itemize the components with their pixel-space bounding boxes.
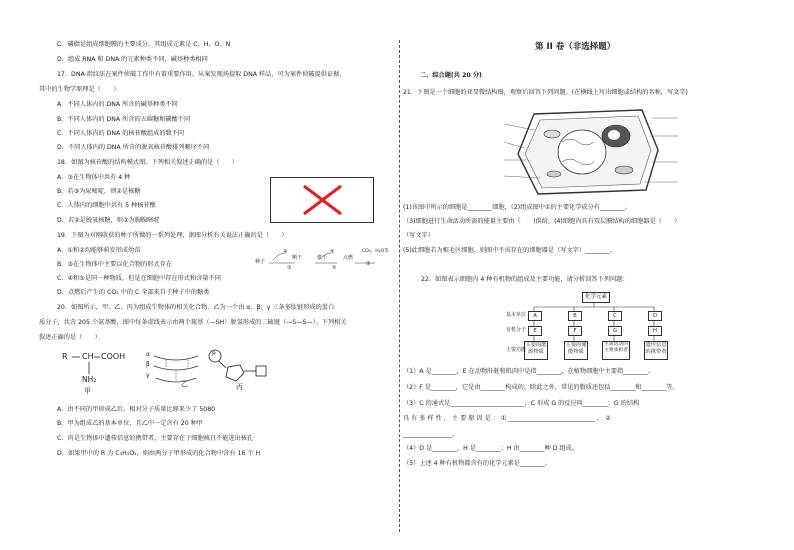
q18-stem: 18．如图为核苷酸的结构模式图。下列相关叙述正确的是（ ）: [57, 159, 239, 166]
q21-part-1-2: (1)该图中所示的细胞是________细胞，（2)组成图中①的主要化学成分有________。: [403, 204, 631, 211]
q20-stem-cont2: 叙述正确的是（ ）: [39, 334, 101, 341]
beta-label: β: [146, 361, 150, 368]
circled-3: ③: [366, 261, 371, 267]
gas-products-label: CO₂、H₂O等: [362, 249, 389, 254]
q22-part-3-blank: ________________。: [403, 431, 459, 438]
column-divider: [399, 40, 400, 532]
q22-part-1: （1）A 是________，E 在动物肝脏和肌肉中是指________，在植物细胞中主要指________。: [403, 368, 655, 375]
molecule-box-h: H: [648, 326, 662, 336]
bake-dry-label: 烘干: [317, 255, 328, 261]
unit-box-a: A: [528, 311, 542, 321]
q20-stem-cont1: 质分子，共含 205 个氨基酸，图中每条虚线表示由两个巯基（—SH）脱氢形成的二硫键（—S—S—）。下列相关: [39, 319, 347, 326]
q22-stem: 22．如图表示细胞内 4 种有机物的组成及主要功能，请分析回答下列问题：: [421, 276, 629, 283]
unit-box-c: C: [608, 311, 622, 321]
q19-option-b: B．③在生物体中主要以化合物的形式存在: [57, 261, 172, 268]
q21-part-4-cont: （写文字）: [403, 232, 434, 239]
q17-stem: 17．DNA 指纹法在案件侦破工作中有着重要作用，从案发现场提取 DNA 样品，可为案件侦破提供证据，: [57, 71, 346, 78]
q22-part-4: （4）D 是________，H 是________；H 由________种 D 组成。: [403, 445, 578, 452]
q22-part-2: （2）F 是________，它是由________构成的，除此之外，常见的脂质还包括________和________等。: [403, 384, 679, 391]
nh2-bond: [88, 362, 92, 376]
circled-4: ④: [283, 249, 288, 255]
q18-option-d: D．若②是脱氧核糖，则③为胸腺嘧啶: [57, 217, 160, 224]
protein-chains: [152, 352, 200, 388]
q17-option-a: A．不同人体内的 DNA 所含的碱基种类不同: [57, 101, 178, 108]
row-label-molecules: 有机分子: [506, 327, 527, 333]
circled-5: ⑤: [330, 249, 335, 255]
nucleotide-figure: [270, 177, 374, 223]
q16-option-d: D．组成 RNA 和 DNA 的元素种类不同，碱基种类相同: [57, 56, 208, 63]
section-heading: 二、综合题(共 20 分): [420, 72, 482, 79]
q19-stem: 19．下图为对刚收获的种子所做的一系列处理，据图分析有关说法正确的是（ ）: [57, 232, 288, 239]
q18-option-b: B．若③为尿嘧啶，则②是核糖: [57, 188, 141, 195]
q16-option-c: C．磷脂是组成细胞膜的主要成分，其组成元素是 C、H、O、N: [57, 41, 231, 48]
flow-arrows: [255, 250, 375, 270]
q20-stem: 20．如图所示，甲、乙、丙为组成生物体的相关化合物，乙为一个由 α、β、γ 三条多肽链形成的蛋白: [57, 304, 335, 311]
q20-option-b: B．甲为组成乙的基本单位，且乙中一定含有 20 种甲: [57, 420, 203, 427]
part-two-title: 第 II 卷（非选择题）: [535, 42, 616, 52]
q18-option-c: C．人体内的细胞中共有 5 种核苷酸: [57, 202, 156, 209]
unit-box-d: D: [648, 311, 662, 321]
q22-part-5: （5）上述 4 种有机物都含有的化学元素是________。: [403, 460, 551, 467]
q21-stem: 21．下图是一个细胞的亚显微结构图，观察后回答下列问题。(在横线上写出细胞或结构的名称，写文字): [403, 89, 688, 96]
q18-option-a: A．③在生物体中共有 4 种: [57, 174, 131, 181]
circled-2: ②: [332, 265, 337, 271]
function-box-life: 生命活动的主要承担者: [602, 341, 630, 360]
ch-label: CH: [82, 352, 94, 361]
yi-label: 乙: [181, 380, 188, 388]
sun-dry-label: 晒干: [292, 255, 303, 261]
q19-option-a: A．①和②均能够萌发形成幼苗: [57, 247, 141, 254]
q22-part-3-cont: 具 有 多 样 性 ， 主 要 原 因 是 ： ① ____________________________ ， ②: [403, 415, 611, 422]
molecule-box-f: F: [568, 326, 582, 336]
q21-part-3-4: （3)细胞进行生命活动所需的能量主要由（ )供给，(4)细胞内具有双层膜结构的细胞器是（ ）: [403, 218, 681, 225]
plant-cell-diagram: [512, 104, 662, 199]
circled-1: ①: [287, 265, 292, 271]
nh2-label: NH₂: [82, 375, 97, 384]
q20-option-c: C．丙是生物体中遗传信息的携带者，主要存在于细胞核且不能进出核孔: [57, 435, 254, 442]
q17-option-c: C．不同人体内的 DNA 的核苷酸组成的数不同: [57, 130, 185, 137]
seed-label: 种子: [255, 259, 266, 265]
molecule-box-g: G: [608, 326, 622, 336]
alpha-label: α: [146, 351, 150, 358]
gamma-label: γ: [146, 372, 150, 379]
q17-option-b: B．不同人体内的 DNA 所含的五碳糖和磷酸不同: [57, 116, 191, 123]
q19-option-d: D．点燃后产生的 CO₂ 中的 C 全部来自于种子中的糖类: [57, 289, 210, 296]
q22-part-3: （3）C 的通式是________________________，C 形成 G 的反应叫________；G 的结构: [403, 400, 640, 407]
q17-option-d: D．不同人体内的 DNA 所含的脱氧核苷酸排列顺序不同: [57, 144, 210, 151]
q17-stem-cont: 其中的生物学原理是（ ）: [39, 86, 120, 93]
row-label-units: 基本单位: [506, 312, 527, 318]
ignite-label: 点燃: [343, 255, 354, 261]
jia-label: 甲: [84, 387, 91, 395]
q20-option-a: A．由不同的甲形成乙后，相对分子质量比原来少了 5080: [57, 406, 216, 413]
row-label-functions: 主要功能: [506, 347, 527, 353]
q21-part-5: (5)此细胞若为根毛区细胞，则图中不该存在的细胞器是（写文字）________。: [403, 247, 616, 254]
red-cross-icon: [271, 178, 373, 222]
q19-option-c: C．④和⑤是同一种物质，但是在细胞中存在形式和含量不同: [57, 275, 221, 282]
chemical-elements-box: 化学元素: [582, 292, 610, 303]
bing-label: 丙: [236, 383, 243, 391]
molecule-box-e: E: [528, 326, 542, 336]
cooh-label: COOH: [101, 352, 126, 361]
q20-option-d: D．如果甲中的 R 为 C₃H₅O₂，则由两分子甲形成的化合物中含有 16 个 H: [57, 450, 261, 457]
function-box-energy: 主要的能源物质: [524, 341, 548, 360]
r-group-label: R: [62, 352, 68, 361]
phosphate-label: P: [212, 351, 216, 358]
unit-box-b: B: [568, 311, 582, 321]
function-box-genetic: 遗传信息的携带者: [644, 341, 668, 360]
function-box-storage: 主要的储能物质: [564, 341, 588, 360]
